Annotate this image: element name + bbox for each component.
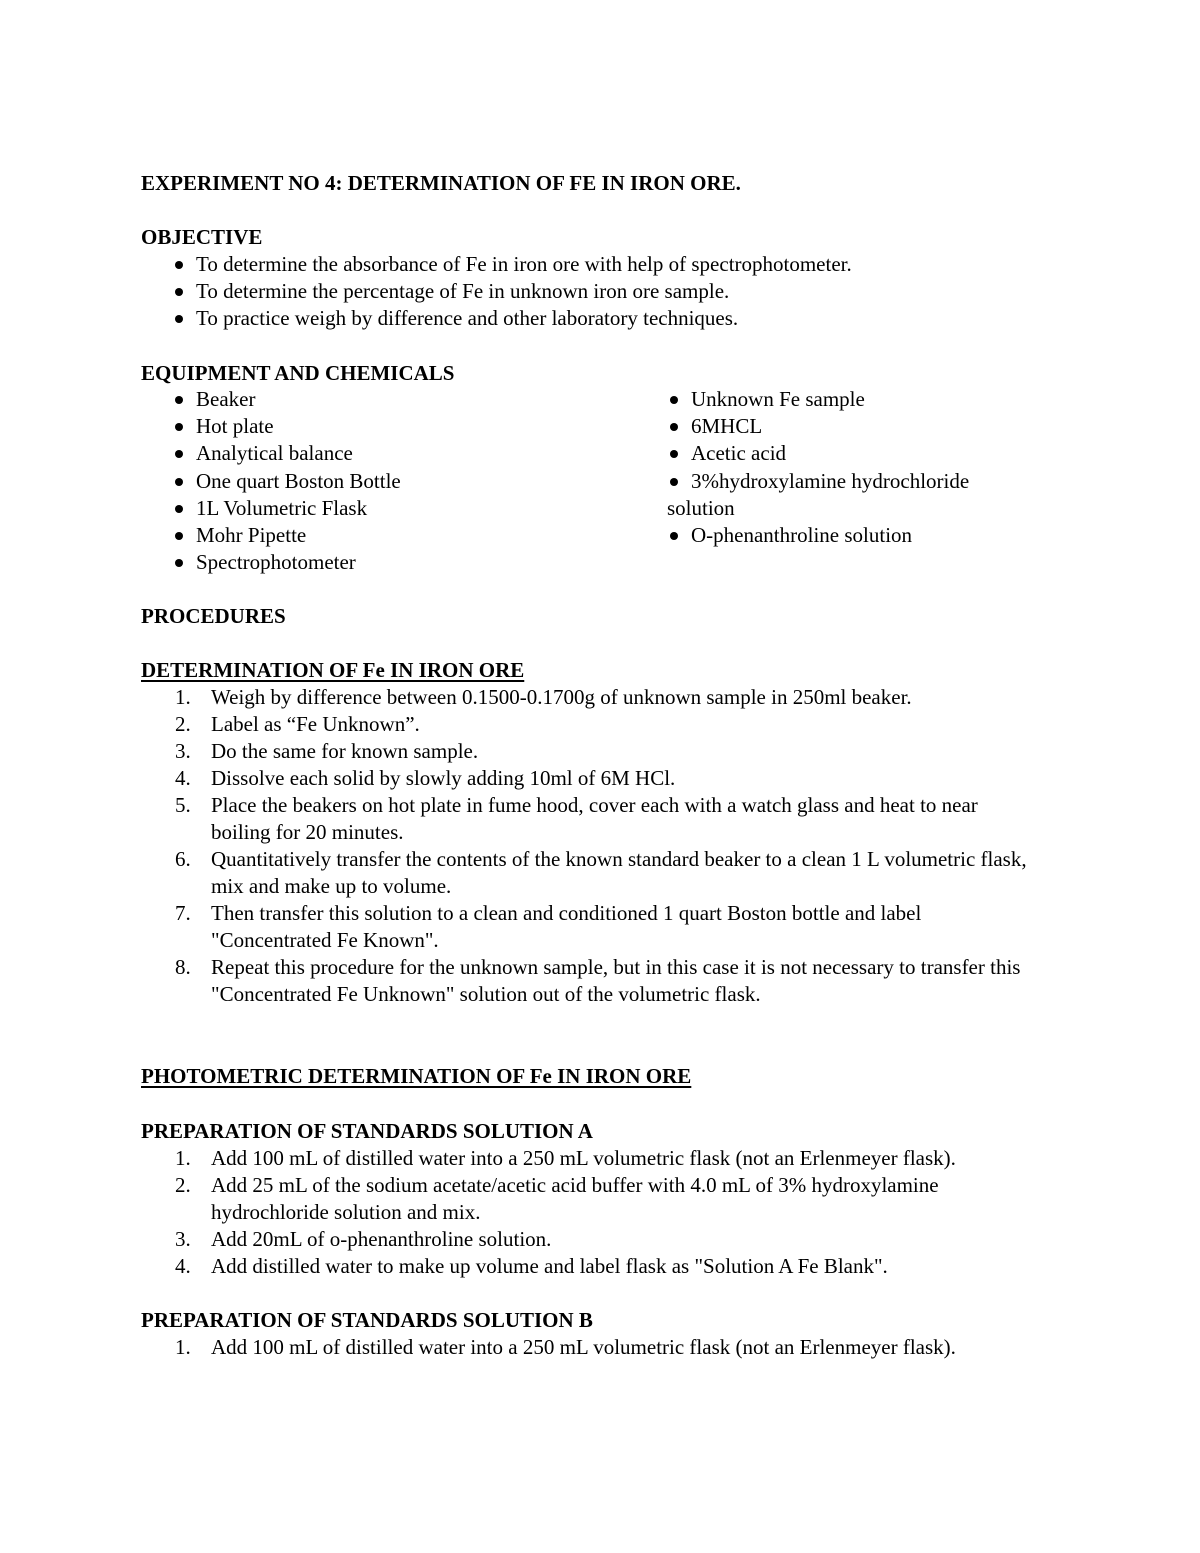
equipment-list-left <box>172 386 612 576</box>
equipment-item: One quart Boston Bottle <box>172 468 612 495</box>
solution-a-steps <box>141 1145 1061 1280</box>
procedures-heading: PROCEDURES <box>141 604 286 628</box>
step-number: 8. <box>175 955 191 979</box>
objective-heading: OBJECTIVE <box>141 225 263 249</box>
step-text: Add distilled water to make up volume and label flask as "Solution A Fe Blank". <box>211 1254 888 1278</box>
step-number: 3. <box>175 1227 191 1251</box>
equipment-item: Beaker <box>172 386 612 413</box>
objective-item: To practice weigh by difference and other laboratory techniques. <box>172 305 1072 332</box>
procedure-step <box>141 792 1041 846</box>
solution-a-heading: PREPARATION OF STANDARDS SOLUTION A <box>141 1119 593 1143</box>
photometric-heading: PHOTOMETRIC DETERMINATION OF Fe IN IRON ORE <box>141 1064 692 1088</box>
procedure-step <box>141 738 1041 765</box>
equipment-item: 1L Volumetric Flask <box>172 495 612 522</box>
step-text: Add 100 mL of distilled water into a 250 mL volumetric flask (not an Erlenmeyer flask). <box>211 1146 956 1170</box>
step-text: Label as “Fe Unknown”. <box>211 712 420 736</box>
step-number: 6. <box>175 847 191 871</box>
solution-b-heading: PREPARATION OF STANDARDS SOLUTION B <box>141 1308 593 1332</box>
step-text: Then transfer this solution to a clean and conditioned 1 quart Boston bottle and label "Concentrated Fe Known". <box>211 901 922 952</box>
chemical-item: 3%hydroxylamine hydrochloride solution <box>667 468 1027 522</box>
objective-item: To determine the absorbance of Fe in iron ore with help of spectrophotometer. <box>172 251 1072 278</box>
procedure-step <box>141 900 1041 954</box>
step-text: Weigh by difference between 0.1500-0.1700g of unknown sample in 250ml beaker. <box>211 685 912 709</box>
chemical-item: Acetic acid <box>667 440 1027 467</box>
chemical-item: Unknown Fe sample <box>667 386 1027 413</box>
equipment-item: Analytical balance <box>172 440 612 467</box>
chemical-item: 6MHCL <box>667 413 1027 440</box>
step-text: Add 25 mL of the sodium acetate/acetic acid buffer with 4.0 mL of 3% hydroxylamine hydrochloride solution and mix. <box>211 1173 939 1224</box>
procedure-step <box>141 765 1041 792</box>
equipment-heading: EQUIPMENT AND CHEMICALS <box>141 361 455 385</box>
procedure-step <box>141 1172 1061 1226</box>
procedure-step <box>141 1253 1061 1280</box>
step-text: Dissolve each solid by slowly adding 10ml of 6M HCl. <box>211 766 676 790</box>
step-text: Add 20mL of o-phenanthroline solution. <box>211 1227 552 1251</box>
step-text: Quantitatively transfer the contents of the known standard beaker to a clean 1 L volumetric flask, mix and make up to volume. <box>211 847 1027 898</box>
procedure-step <box>141 1226 1061 1253</box>
procedure-step <box>141 684 1041 711</box>
step-number: 1. <box>175 685 191 709</box>
equipment-item: Hot plate <box>172 413 612 440</box>
chemicals-list-right <box>667 386 1027 549</box>
step-number: 2. <box>175 712 191 736</box>
procedure-step <box>141 954 1041 1008</box>
solution-b-steps <box>141 1334 1061 1361</box>
equipment-item: Spectrophotometer <box>172 549 612 576</box>
objective-item: To determine the percentage of Fe in unknown iron ore sample. <box>172 278 1072 305</box>
determination-heading: DETERMINATION OF Fe IN IRON ORE <box>141 658 525 682</box>
equipment-item: Mohr Pipette <box>172 522 612 549</box>
step-number: 1. <box>175 1146 191 1170</box>
procedure-step <box>141 1145 1061 1172</box>
step-number: 1. <box>175 1335 191 1359</box>
chemical-item: O-phenanthroline solution <box>667 522 1027 549</box>
step-text: Do the same for known sample. <box>211 739 479 763</box>
step-number: 2. <box>175 1173 191 1197</box>
step-text: Place the beakers on hot plate in fume hood, cover each with a watch glass and heat to near boiling for 20 minutes. <box>211 793 978 844</box>
determination-steps <box>141 684 1041 1008</box>
procedure-step <box>141 1334 1061 1361</box>
step-number: 5. <box>175 793 191 817</box>
step-text: Add 100 mL of distilled water into a 250 mL volumetric flask (not an Erlenmeyer flask). <box>211 1335 956 1359</box>
step-number: 3. <box>175 739 191 763</box>
procedure-step <box>141 846 1041 900</box>
step-number: 4. <box>175 1254 191 1278</box>
step-text: Repeat this procedure for the unknown sample, but in this case it is not necessary to transfer this "Concentrated Fe Unknown" solution out of the volumetric flask. <box>211 955 1021 1006</box>
document-title: EXPERIMENT NO 4: DETERMINATION OF FE IN IRON ORE. <box>141 171 741 195</box>
objective-list <box>172 251 1072 333</box>
step-number: 7. <box>175 901 191 925</box>
step-number: 4. <box>175 766 191 790</box>
procedure-step <box>141 711 1041 738</box>
